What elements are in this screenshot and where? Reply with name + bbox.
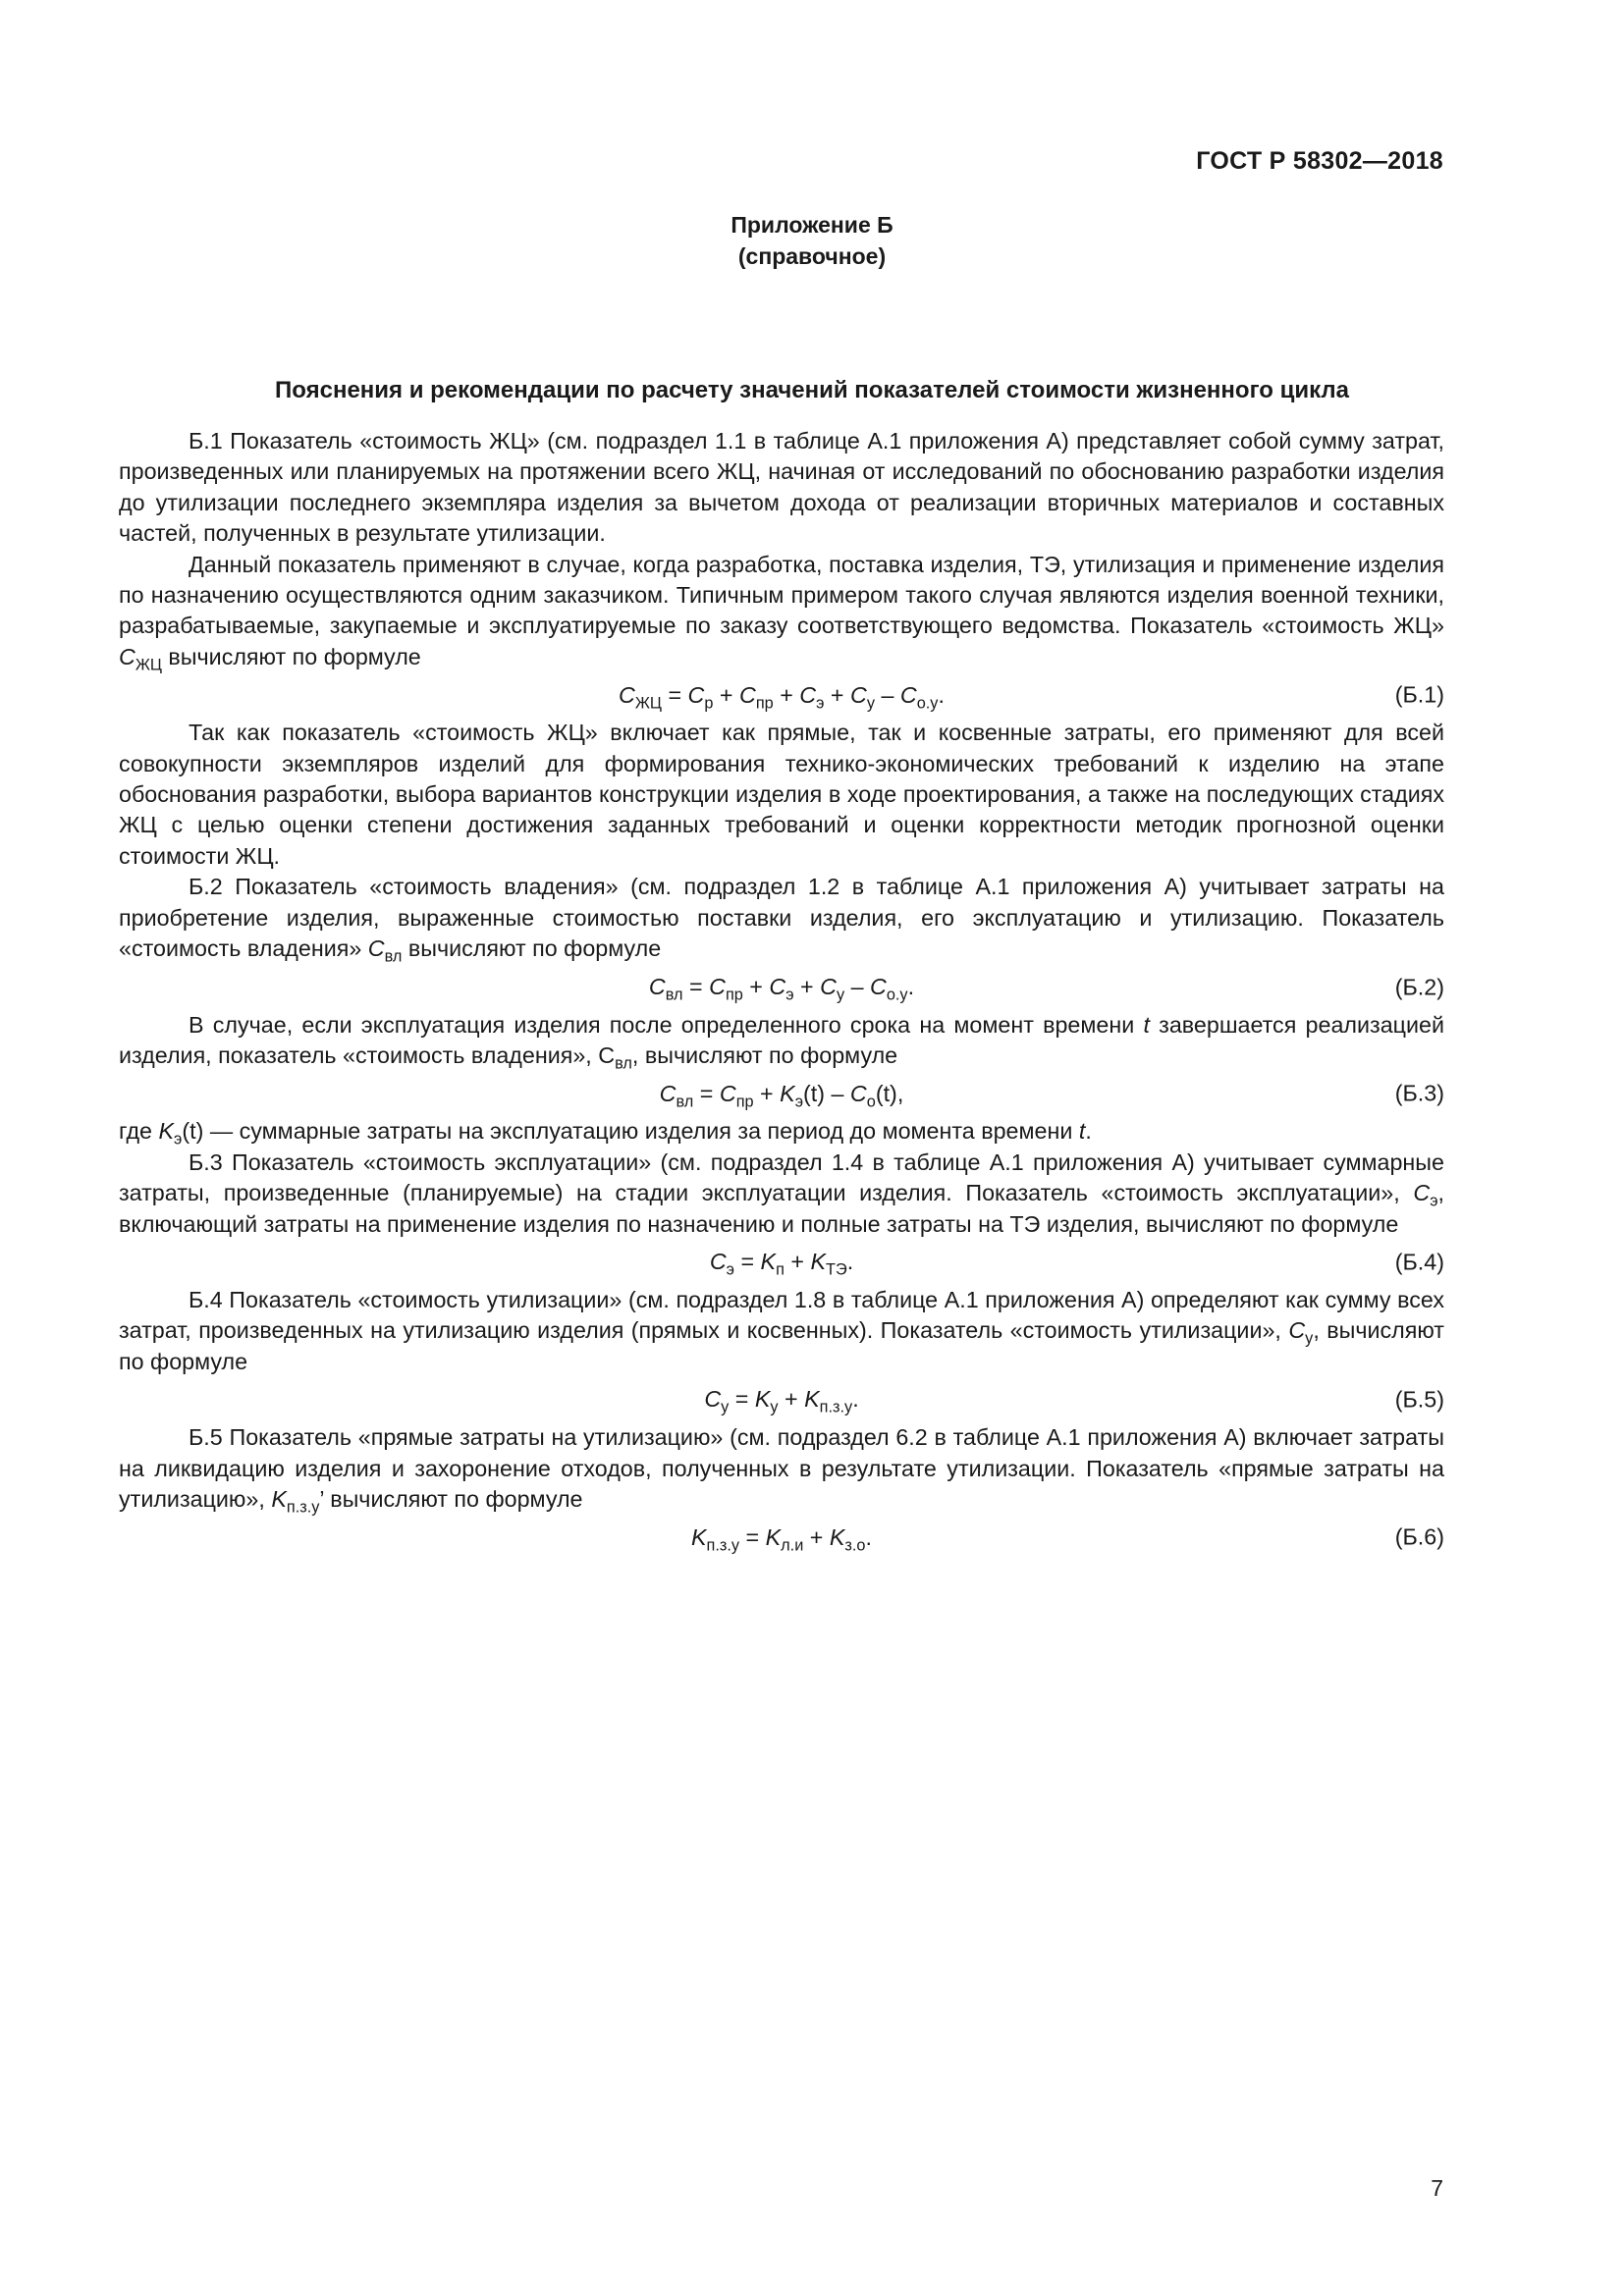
formula-expression: $C_{ЖЦ} = C_р + C_{пр} + C_э + C_у - C_{о.у}$. <box>619 681 945 713</box>
formula-expression: $K_{п.з.у} = K_{л.и} + K_{з.о}$. <box>691 1523 872 1555</box>
paragraph-b1-3: Так как показатель «стоимость ЖЦ» включает как прямые, так и косвенные затраты, его применяют для всей совокупности экземпляров изделий для формирования технико-экономических требований к изделию на этапе обоснования разработки, выбора вариантов конструкции изделия в ходе проектирования, а также на последующих стадиях ЖЦ с целью оценки степени достижения заданных требований и оценки корректности методик прогнозной оценки стоимости ЖЦ. <box>119 720 1444 869</box>
formula-number: (Б.6) <box>1394 1523 1444 1550</box>
paragraph-b2-1: Б.2 Показатель «стоимость владения» (см. подраздел 1.2 в таблице А.1 приложения А) учитывает затраты на приобретение изделия, выраженные стоимостью поставки изделия, его эксплуатацию и утилизацию. Показатель «стоимость владения» $C_{вл}$ вычисляют по формуле <box>119 874 1444 966</box>
formula-b5 <box>119 1377 1444 1422</box>
formula-expression: $C_э = K_п + K_{ТЭ}$. <box>709 1249 854 1279</box>
formula-expression: $C_{вл} = C_{пр} + K_э(t) - C_о(t)$, <box>659 1080 904 1111</box>
formula-b4 <box>119 1240 1444 1285</box>
paragraph-b5-1: Б.5 Показатель «прямые затраты на утилизацию» (см. подраздел 6.2 в таблице А.1 приложения А) включает затраты на ликвидацию изделия и захоронение отходов, полученных в результате утилизации. Показатель «прямые затраты на утилизацию», $K_{п.з.у}$’ вычисляют по формуле <box>119 1424 1444 1517</box>
formula-number: (Б.2) <box>1394 973 1444 999</box>
formula-number: (Б.1) <box>1394 681 1444 708</box>
appendix-type: (справочное) <box>737 243 887 269</box>
paragraph-b3-1: Б.3 Показатель «стоимость эксплуатации» (см. подраздел 1.4 в таблице А.1 приложения А) учитывает суммарные затраты, произведенные (планируемые) на стадии эксплуатации изделия. Показатель «стоимость эксплуатации», $C_э$, включающий затраты на применение изделия по назначению и полные затраты на ТЭ изделия, вычисляют по формуле <box>119 1148 1444 1237</box>
paragraph-b1-1: Б.1 Показатель «стоимость ЖЦ» (см. подраздел 1.1 в таблице А.1 приложения А) представляет собой сумму затрат, произведенных или планируемых на протяжении всего ЖЦ, начиная от исследований по обоснованию разработки изделия до утилизации последнего экземпляра изделия за вычетом дохода от реализации вторичных материалов и составных частей, полученных в результате утилизации. <box>119 428 1444 547</box>
formula-expression: $C_у = K_у + K_{п.з.у}$. <box>704 1386 859 1417</box>
formula-b2 <box>119 965 1444 1010</box>
document-body <box>119 426 1444 1560</box>
document-header: ГОСТ Р 58302—2018 <box>1196 147 1443 175</box>
formula-number: (Б.5) <box>1394 1386 1444 1413</box>
formula-number: (Б.4) <box>1394 1249 1444 1275</box>
formula-b3 <box>119 1071 1444 1116</box>
paragraph-b2-2: В случае, если эксплуатация изделия после определенного срока на момент времени t завершается реализацией изделия, показатель «стоимость владения», $С_{вл}$, вычисляют по формуле <box>119 1011 1444 1073</box>
page-number: 7 <box>1431 2175 1443 2201</box>
appendix-title: Приложение Б <box>731 212 893 238</box>
paragraph-where: где $K_э(t)$ — суммарные затраты на эксплуатацию изделия за период до момента времени t. <box>119 1118 1092 1149</box>
formula-b6 <box>119 1515 1444 1560</box>
paragraph-b1-2: Данный показатель применяют в случае, когда разработка, поставка изделия, ТЭ, утилизация и применение изделия по назначению осуществляются одним заказчиком. Типичным примером такого случая являются изделия военной техники, разрабатываемые, закупаемые и эксплуатируемые по заказу соответствующего ведомства. Показатель «стоимость ЖЦ» $C_{ЖЦ}$ вычисляют по формуле <box>119 551 1444 674</box>
formula-number: (Б.3) <box>1394 1080 1444 1106</box>
paragraph-b4-1: Б.4 Показатель «стоимость утилизации» (см. подраздел 1.8 в таблице А.1 приложения А) определяют как сумму всех затрат, произведенных на утилизацию изделия (прямых и косвенных). Показатель «стоимость утилизации», $C_у$, вычисляют по формуле <box>119 1286 1444 1374</box>
section-title: Пояснения и рекомендации по расчету значений показателей стоимости жизненного цикла <box>275 377 1349 403</box>
formula-b1 <box>119 672 1444 718</box>
formula-expression: $C_{вл} = C_{пр} + C_э + C_у - C_{о.у}$. <box>648 973 915 1004</box>
